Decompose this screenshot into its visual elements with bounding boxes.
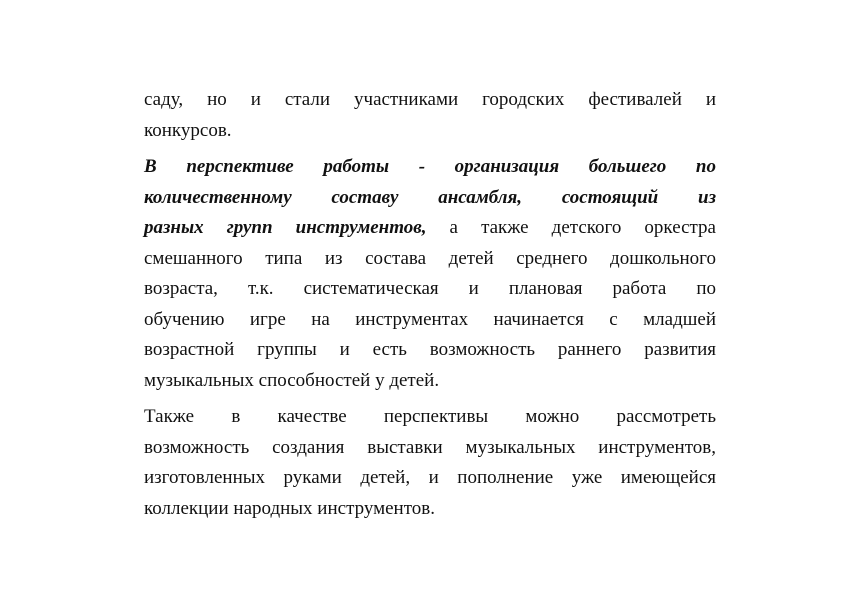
text-line: обучению игре на инструментах начинается с младшей xyxy=(144,308,716,330)
text-line: возраста, т.к. систематическая и плановая работа по xyxy=(144,278,716,299)
bold-text-line: В перспективе работы - организация большего по xyxy=(144,156,716,177)
text-line: изготовленных руками детей, и пополнение уже имеющейся xyxy=(144,467,716,488)
bold-text-line: количественному составу ансамбля, состоящий из xyxy=(144,186,716,208)
text-line: возможность создания выставки музыкальных инструментов, xyxy=(144,436,716,458)
text-line: музыкальных способностей у детей. xyxy=(144,369,440,391)
paragraph-2 xyxy=(144,152,716,396)
text-line: саду, но и стали участниками городских фестивалей и xyxy=(144,89,716,110)
text-line: смешанного типа из состава детей среднего дошкольного xyxy=(144,247,716,269)
bold-fragment: разных групп инструментов, xyxy=(144,217,427,238)
regular-fragment: а также детского оркестра xyxy=(426,217,716,238)
document-body xyxy=(144,85,716,524)
mixed-text-line xyxy=(144,213,716,244)
paragraph-1 xyxy=(144,85,716,146)
text-line: Также в качестве перспективы можно рассмотреть xyxy=(144,406,716,427)
paragraph-3 xyxy=(144,402,716,524)
text-line: возрастной группы и есть возможность раннего развития xyxy=(144,339,716,360)
text-line: коллекции народных инструментов. xyxy=(144,497,436,519)
text-line: конкурсов. xyxy=(144,119,232,141)
